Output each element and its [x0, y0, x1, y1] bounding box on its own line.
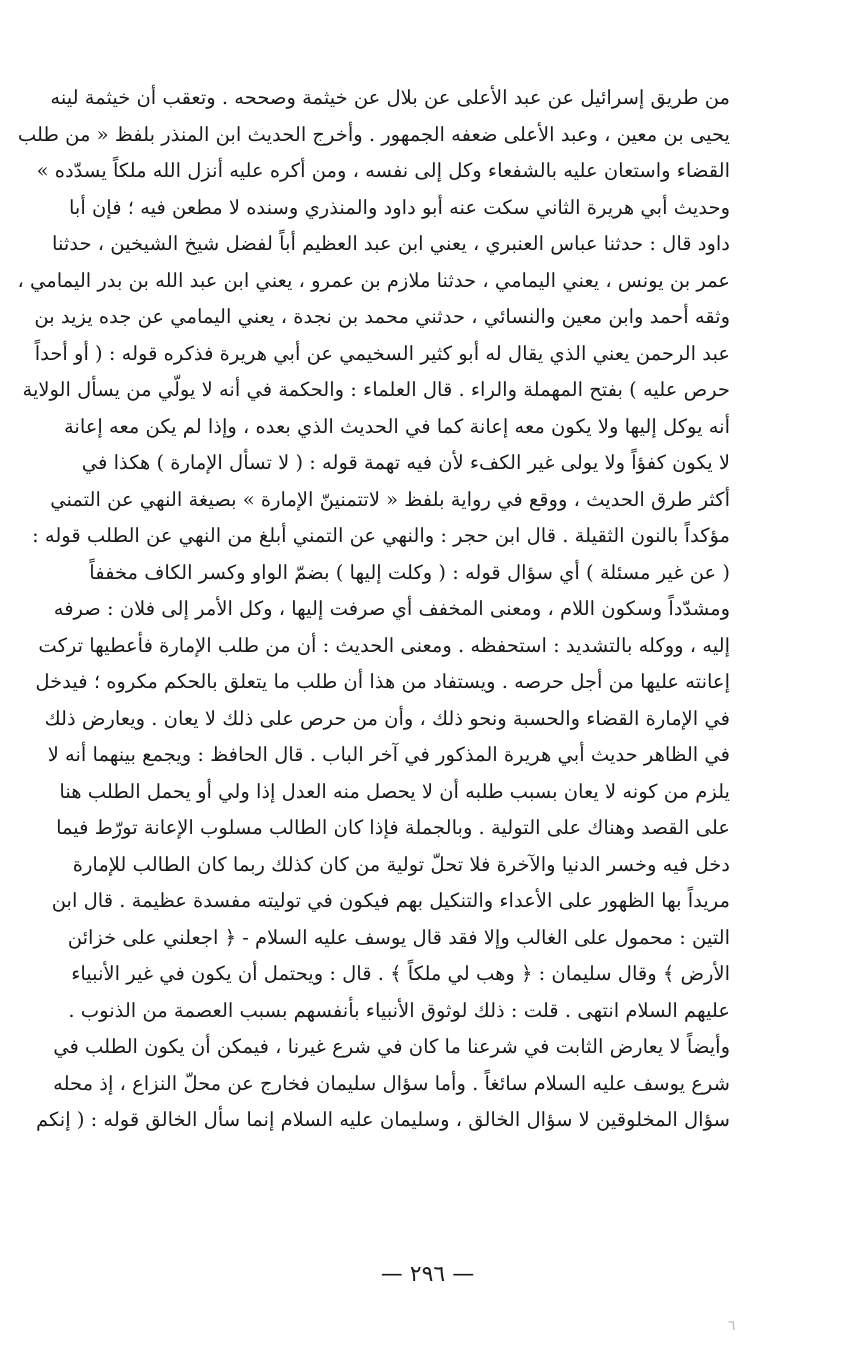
text-line: شرع يوسف عليه السلام سائغاً . وأما سؤال سليمان فخارج عن محلّ النزاع ، إذ محله [53, 1071, 730, 1095]
text-line: أنه يوكل إليها ولا يكون معه إعانة كما في الحديث الذي بعده ، وإذا لم يكن معه إعانة [63, 414, 730, 438]
text-line: مؤكداً بالنون الثقيلة . قال ابن حجر : والنهي عن التمني أبلغ من النهي عن الطلب قوله : [32, 524, 730, 547]
text-line: عليهم السلام انتهى . قلت : ذلك لوثوق الأنبياء بأنفسهم بسبب العصمة من الذنوب . [68, 998, 730, 1022]
text-line: على القصد وهناك على التولية . وبالجملة فإذا كان الطالب مسلوب الإعانة تورّط فيما [56, 816, 730, 839]
text-line: مريداً بها الظهور على الأعداء والتنكيل بهم فيكون في توليته مفسدة عظيمة . قال ابن [51, 889, 730, 912]
text-line: من طريق إسرائيل عن عبد الأعلى عن بلال عن خيثمة وصححه . وتعقب أن خيثمة لينه [50, 86, 730, 109]
text-line: إعانته عليها من أجل حرصه . ويستفاد من هذا أن طلب ما يتعلق بالحكم مكروه ؛ فيدخل [35, 670, 730, 693]
text-line: لا يكون كفؤاً ولا يولى غير الكفء لأن فيه تهمة قوله : ( لا تسأل الإمارة ) هكذا في [81, 451, 730, 474]
text-line: دخل فيه وخسر الدنيا والآخرة فلا تحلّ تولية من كان كذلك ربما كان الطالب للإمارة [72, 852, 730, 876]
text-line: وحديث أبي هريرة الثاني سكت عنه أبو داود والمنذري وسنده لا مطعن فيه ؛ فإن أبا [68, 195, 730, 219]
body-text [17, 80, 730, 1139]
text-line: ومشدّداً وسكون اللام ، ومعنى المخفف أي صرفت إليها ، وكل الأمر إلى فلان : صرفه [53, 597, 730, 620]
text-line: أكثر طرق الحديث ، ووقع في رواية بلفظ « لاتتمنينّ الإمارة » بصيغة النهي عن التمني [50, 487, 730, 511]
text-line: سؤال المخلوقين لا سؤال الخالق ، وسليمان عليه السلام إنما سأل الخالق قوله : ( إنكم [36, 1108, 730, 1131]
text-line: داود قال : حدثنا عباس العنبري ، يعني ابن عبد العظيم أباً لفضل شيخ الشيخين ، حدثنا [52, 232, 730, 255]
text-line: في الإمارة القضاء والحسبة ونحو ذلك ، وأن من حرص على ذلك لا يعان . ويعارض ذلك [44, 706, 730, 730]
text-line: عبد الرحمن يعني الذي يقال له أبو كثير السخيمي عن أبي هريرة فذكره قوله : ( أو أحداً [34, 341, 730, 365]
text-line: إليه ، ووكله بالتشديد : استحفظه . ومعنى الحديث : أن من طلب الإمارة فأعطيها تركت [38, 633, 730, 657]
text-line: يحيى بن معين ، وعبد الأعلى ضعفه الجمهور . وأخرج الحديث ابن المنذر بلفظ « من طلب [17, 122, 730, 146]
text-line: التين : محمول على الغالب وإلا فقد قال يوسف عليه السلام - ﴿ اجعلني على خزائن [67, 925, 730, 949]
text-line: وأيضاً لا يعارض الثابت في شرعنا ما كان في شرع غيرنا ، فيمكن أن يكون الطلب في [53, 1035, 730, 1058]
text-line: حرص عليه ) بفتح المهملة والراء . قال العلماء : والحكمة في أنه لا يولّي من يسأل الولاية [22, 378, 730, 401]
text-line: الأرض ﴾ وقال سليمان : ﴿ وهب لي ملكاً ﴾ . قال : ويحتمل أن يكون في غير الأنبياء [71, 962, 730, 985]
text-line: وثقه أحمد وابن معين والنسائي ، حدثني محمد بن نجدة ، يعني اليمامي عن جده يزيد بن [34, 305, 730, 328]
text-line: القضاء واستعان عليه بالشفعاء وكل إلى نفسه ، ومن أكره عليه أنزل الله ملكاً يسدّده » [36, 159, 730, 182]
text-line: عمر بن يونس ، يعني اليمامي ، حدثنا ملازم بن عمرو ، يعني ابن عبد الله بن بدر اليمامي ، [17, 268, 730, 292]
text-line: يلزم من كونه لا يعان بسبب طلبه أن لا يحصل منه العدل إذا ولي أو يحمل الطلب هنا [59, 779, 730, 803]
corner-mark: ٦ [728, 1318, 736, 1334]
text-line: ( عن غير مسئلة ) أي سؤال قوله : ( وكلت إليها ) بضمّ الواو وكسر الكاف مخففاً [89, 560, 730, 584]
text-line: في الظاهر حديث أبي هريرة المذكور في آخر الباب . قال الحافظ : ويجمع بينهما أنه لا [47, 743, 730, 766]
page-number: — ٢٩٦ — [380, 1262, 475, 1287]
